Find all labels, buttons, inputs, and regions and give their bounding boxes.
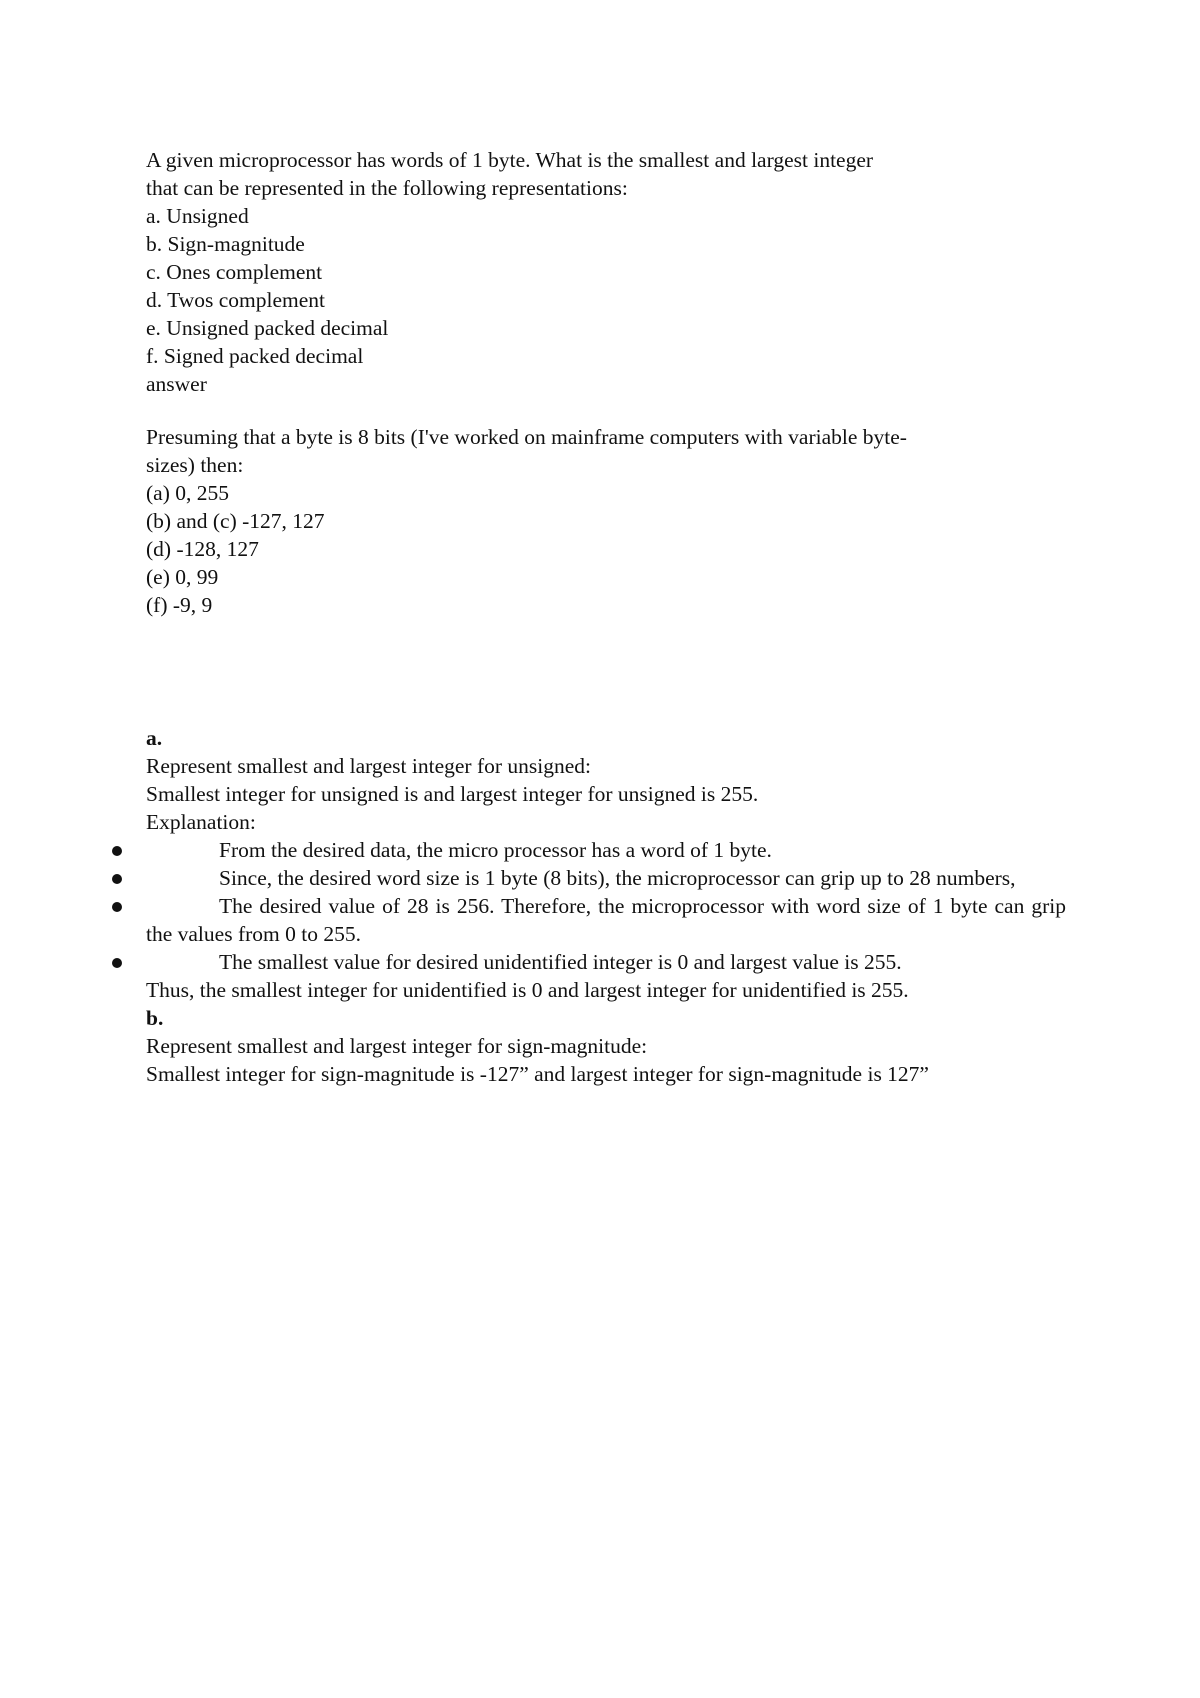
answer-item: (a) 0, 255 [146,481,229,505]
answer-item: (d) -128, 127 [146,537,259,561]
part-a-represent: Represent smallest and largest integer for unsigned: [146,754,592,778]
part-b-heading: b. [146,1006,164,1030]
answer-label: answer [146,372,207,396]
option-ones-complement: c. Ones complement [146,260,323,284]
explanation-bullet [146,836,1066,864]
answer-item: (b) and (c) -127, 127 [146,509,325,533]
bullet-text: The smallest value for desired unidentified integer is 0 and largest value is 255. [219,950,902,974]
answer-intro: Presuming that a byte is 8 bits (I've worked on mainframe computers with variable byte- [146,425,907,449]
explanation-bullet-list [146,836,1066,976]
option-twos-complement: d. Twos complement [146,288,326,312]
answer-block [146,423,1066,619]
bullet-icon [112,958,122,968]
solution-block [146,724,1066,1088]
part-a-heading: a. [146,726,163,750]
explanation-bullet [146,864,1066,892]
question-line: A given microprocessor has words of 1 byte. What is the smallest and largest integer [146,148,874,172]
answer-intro: sizes) then: [146,453,244,477]
bullet-icon [112,846,122,856]
part-b-statement: Smallest integer for sign-magnitude is -127” and largest integer for sign-magnitude is 127” [146,1062,929,1086]
option-unsigned: a. Unsigned [146,204,249,228]
option-unsigned-packed-decimal: e. Unsigned packed decimal [146,316,389,340]
bullet-text: Since, the desired word size is 1 byte (8 bits), the microprocessor can grip up to 28 numbers, [219,866,1016,890]
bullet-text: From the desired data, the micro processor has a word of 1 byte. [219,838,772,862]
question-line: that can be represented in the following representations: [146,176,628,200]
option-signed-packed-decimal: f. Signed packed decimal [146,344,364,368]
answer-item: (f) -9, 9 [146,593,213,617]
part-a-conclusion: Thus, the smallest integer for unidentified is 0 and largest integer for unidentified is 255. [146,978,909,1002]
question-block [146,146,1066,398]
bullet-text: The desired value of 28 is 256. Therefore, the microprocessor with word size of 1 byte can grip the values from 0 to 255. [146,894,1066,946]
bullet-icon [112,902,122,912]
bullet-icon [112,874,122,884]
explanation-bullet [146,948,1066,976]
part-a-statement: Smallest integer for unsigned is and largest integer for unsigned is 255. [146,782,759,806]
answer-item: (e) 0, 99 [146,565,219,589]
part-b-represent: Represent smallest and largest integer for sign-magnitude: [146,1034,648,1058]
explanation-label: Explanation: [146,810,256,834]
option-sign-magnitude: b. Sign-magnitude [146,232,305,256]
explanation-bullet [146,892,1066,948]
